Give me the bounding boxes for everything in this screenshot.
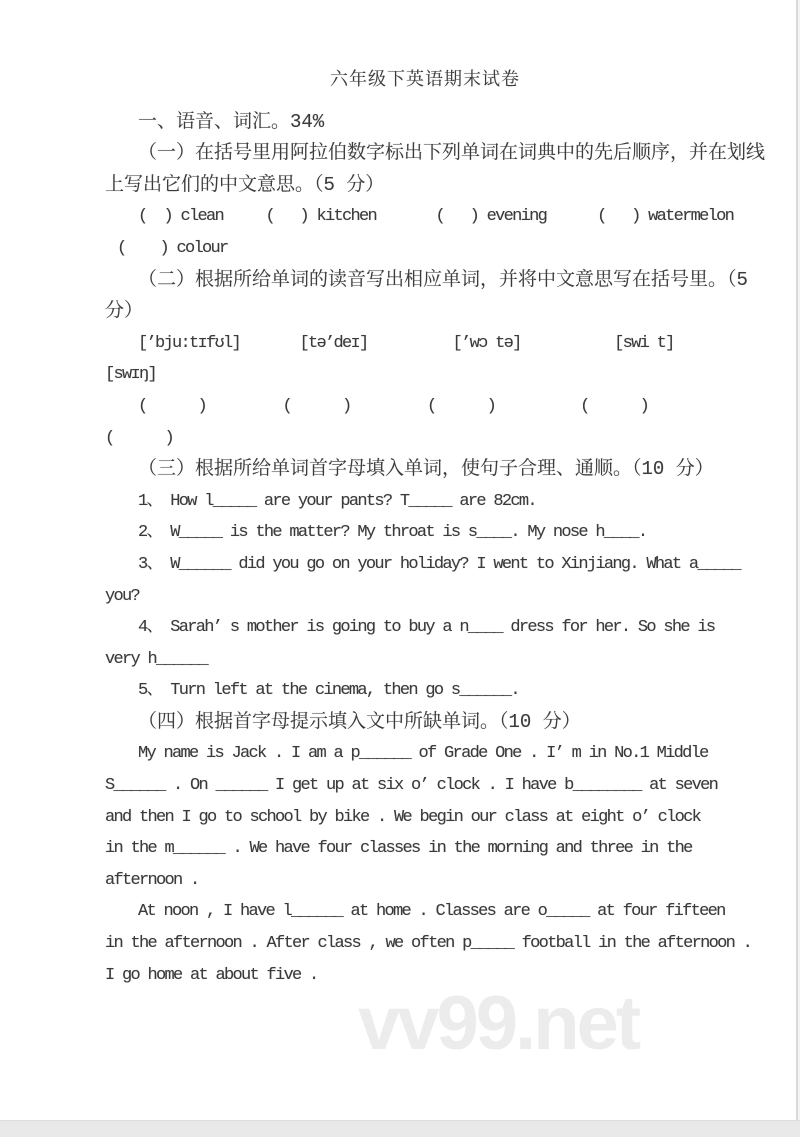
text-line: ( ) ( ) ( ) ( ) — [138, 396, 649, 416]
text-line: 分） — [105, 300, 144, 323]
text-line: [’bju:tɪfʊl] [tə’deɪ] [’wɔ tə] [swi t] — [138, 333, 674, 353]
text-line: very h______ — [105, 649, 208, 669]
page-title: 六年级下英语期末试卷 — [330, 71, 520, 91]
bottom-edge — [0, 1120, 800, 1137]
text-line: S______ . On ______ I get up at six o’ clock . I have b________ at seven — [105, 776, 718, 796]
text-line: [swɪŋ] — [105, 365, 157, 385]
text-line: ( ) clean ( ) kitchen ( ) evening ( ) watermelon — [138, 207, 734, 227]
text-line: （一）在括号里用阿拉伯数字标出下列单词在词典中的先后顺序，并在划线 — [138, 142, 766, 165]
text-line: At noon , I have l______ at home . Classes are o_____ at four fifteen — [138, 902, 725, 922]
text-line: 3、 W______ did you go on your holiday? I went to Xinjiang. What a_____ — [138, 554, 740, 574]
text-line: in the afternoon . After class , we often p_____ football in the afternoon . — [105, 934, 752, 954]
text-line: afternoon . — [105, 870, 199, 890]
text-line: My name is Jack . I am a p______ of Grade One . I’ m in No.1 Middle — [138, 744, 708, 764]
text-line: （二）根据所给单词的读音写出相应单词，并将中文意思写在括号里。（5 — [138, 268, 748, 291]
page-right-edge — [796, 0, 800, 1137]
text-line: you? — [105, 586, 140, 606]
text-line: 4、 Sarah’ s mother is going to buy a n____ dress for her. So she is — [138, 618, 715, 638]
text-line: ( ) colour — [117, 238, 228, 258]
text-line: 1、 How l_____ are your pants? T_____ are 82cm. — [138, 491, 536, 511]
document-lines — [105, 107, 766, 992]
watermark: vv99.net — [358, 981, 639, 1066]
text-line: and then I go to school by bike . We begin our class at eight o’ clock — [105, 807, 701, 827]
text-line: 上写出它们的中文意思。（5 分） — [105, 173, 385, 196]
text-line: in the m______ . We have four classes in the morning and three in the — [105, 839, 692, 859]
text-line: （四）根据首字母提示填入文中所缺单词。（10 分） — [138, 710, 581, 733]
text-line: 一、语音、词汇。34% — [138, 110, 325, 133]
text-line: 5、 Turn left at the cinema, then go s______. — [138, 681, 519, 701]
text-line: （三）根据所给单词首字母填入单词，使句子合理、通顺。（10 分） — [138, 458, 714, 481]
text-line: 2、 W_____ is the matter? My throat is s____. My nose h____. — [138, 523, 647, 543]
text-line: ( ) — [105, 428, 174, 448]
text-line: I go home at about five . — [105, 965, 318, 985]
